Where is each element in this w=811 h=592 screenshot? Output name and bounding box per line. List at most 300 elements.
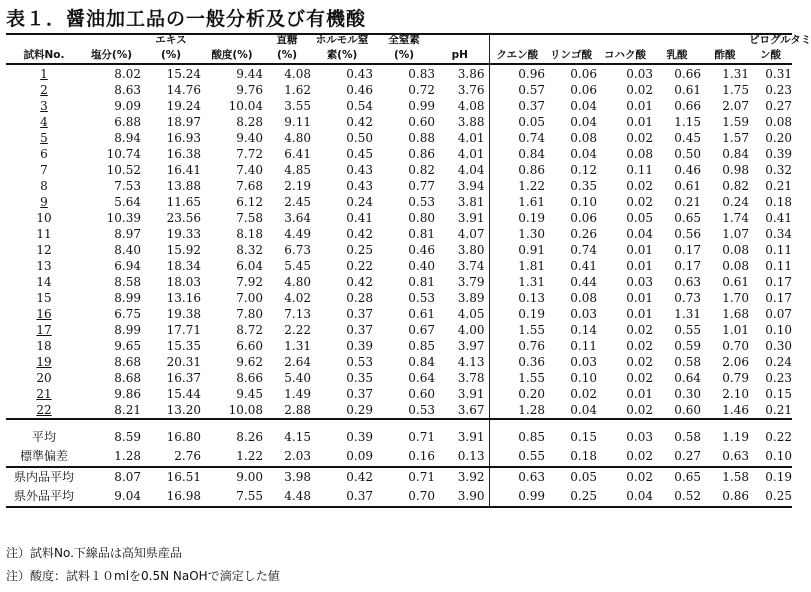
value-cell: 9.45 xyxy=(236,387,263,401)
value-cell: 4.08 xyxy=(284,67,311,81)
value-cell: 0.58 xyxy=(674,430,701,444)
value-cell: 9.65 xyxy=(114,339,141,353)
value-cell: 1.62 xyxy=(284,83,311,97)
value-cell: 1.68 xyxy=(722,307,749,321)
value-cell: 0.83 xyxy=(408,67,435,81)
value-cell: 0.30 xyxy=(765,339,792,353)
value-cell: 8.07 xyxy=(82,467,141,487)
header-salt: 塩分(%) xyxy=(82,47,141,64)
value-cell: 7.68 xyxy=(236,179,263,193)
value-cell: 0.66 xyxy=(674,99,701,113)
value-cell: 8.40 xyxy=(114,243,141,257)
sample-number xyxy=(6,338,82,354)
value-cell: 5.45 xyxy=(284,259,311,273)
value-cell: 0.24 xyxy=(346,195,373,209)
value-cell: 6.12 xyxy=(236,195,263,209)
value-cell: 2.10 xyxy=(722,387,749,401)
sample-number-text: 7 xyxy=(40,163,48,177)
value-cell: 0.17 xyxy=(674,243,701,257)
value-cell: 1.01 xyxy=(722,323,749,337)
value-cell: 1.30 xyxy=(518,227,545,241)
sample-number xyxy=(6,306,82,322)
value-cell: 0.02 xyxy=(626,83,653,97)
sample-number xyxy=(6,114,82,130)
value-cell: 9.09 xyxy=(114,99,141,113)
value-cell: 0.63 xyxy=(674,275,701,289)
value-cell: 0.63 xyxy=(701,447,749,467)
value-cell: 4.08 xyxy=(435,98,489,114)
table-row xyxy=(6,322,792,338)
value-cell: 0.02 xyxy=(626,179,653,193)
value-cell: 0.01 xyxy=(626,243,653,257)
value-cell: 7.53 xyxy=(114,179,141,193)
summary-label: 標準偏差 xyxy=(6,447,82,467)
value-cell: 8.99 xyxy=(114,323,141,337)
value-cell: 3.94 xyxy=(435,178,489,194)
value-cell: 16.38 xyxy=(166,147,201,161)
value-cell: 4.85 xyxy=(284,163,311,177)
value-cell: 4.80 xyxy=(284,131,311,145)
value-cell: 15.44 xyxy=(166,387,201,401)
value-cell: 8.32 xyxy=(236,243,263,257)
value-cell: 6.88 xyxy=(114,115,141,129)
value-cell: 0.52 xyxy=(653,487,701,507)
sample-number-text: 12 xyxy=(36,243,52,257)
value-cell: 0.08 xyxy=(626,147,653,161)
value-cell: 0.01 xyxy=(626,307,653,321)
table-row xyxy=(6,242,792,258)
value-cell: 0.35 xyxy=(346,371,373,385)
value-cell: 0.42 xyxy=(346,115,373,129)
value-cell: 3.81 xyxy=(435,194,489,210)
value-cell: 4.07 xyxy=(435,226,489,242)
value-cell: 0.53 xyxy=(346,355,373,369)
value-cell: 16.80 xyxy=(166,430,201,444)
sample-number xyxy=(6,146,82,162)
value-cell: 0.19 xyxy=(518,211,545,225)
value-cell: 0.41 xyxy=(346,211,373,225)
value-cell: 0.24 xyxy=(722,195,749,209)
table-row xyxy=(6,82,792,98)
value-cell: 8.99 xyxy=(114,291,141,305)
value-cell: 9.76 xyxy=(236,83,263,97)
value-cell: 0.27 xyxy=(765,99,792,113)
group-average-row xyxy=(6,487,792,507)
value-cell: 0.03 xyxy=(570,307,597,321)
value-cell: 0.86 xyxy=(701,487,749,507)
sample-number-text: 19 xyxy=(36,355,52,369)
value-cell: 3.91 xyxy=(435,386,489,402)
value-cell: 15.35 xyxy=(166,339,201,353)
value-cell: 1.55 xyxy=(518,323,545,337)
value-cell: 0.70 xyxy=(373,487,435,507)
value-cell: 1.75 xyxy=(722,83,749,97)
value-cell: 0.02 xyxy=(597,467,653,487)
header-acetic: 酢酸 xyxy=(701,47,749,64)
value-cell: 0.26 xyxy=(570,227,597,241)
value-cell: 7.55 xyxy=(201,487,263,507)
value-cell: 0.64 xyxy=(408,371,435,385)
value-cell: 1.19 xyxy=(722,430,749,444)
value-cell: 2.88 xyxy=(263,402,311,419)
value-cell: 8.63 xyxy=(114,83,141,97)
value-cell: 0.65 xyxy=(653,467,701,487)
sample-number xyxy=(6,290,82,306)
value-cell: 1.31 xyxy=(518,275,545,289)
value-cell: 0.88 xyxy=(408,131,435,145)
value-cell: 0.15 xyxy=(765,387,792,401)
value-cell: 0.91 xyxy=(518,243,545,257)
value-cell: 3.88 xyxy=(435,114,489,130)
value-cell: 0.42 xyxy=(346,275,373,289)
value-cell: 0.17 xyxy=(765,275,792,289)
value-cell: 7.80 xyxy=(236,307,263,321)
value-cell: 7.00 xyxy=(236,291,263,305)
value-cell: 23.56 xyxy=(166,211,201,225)
value-cell: 0.03 xyxy=(570,355,597,369)
table-row xyxy=(6,194,792,210)
value-cell: 0.05 xyxy=(626,211,653,225)
value-cell: 0.29 xyxy=(311,402,373,419)
value-cell: 3.76 xyxy=(435,82,489,98)
value-cell: 2.45 xyxy=(284,195,311,209)
value-cell: 8.59 xyxy=(114,430,141,444)
value-cell: 0.77 xyxy=(408,179,435,193)
sample-number-text: 22 xyxy=(36,403,52,417)
header-pyroglutamic: ピログルタミ xyxy=(749,34,811,46)
value-cell: 0.22 xyxy=(765,430,792,444)
table-row xyxy=(6,370,792,386)
value-cell: 1.28 xyxy=(82,447,141,467)
table-row xyxy=(6,386,792,402)
sample-number-text: 13 xyxy=(36,259,52,273)
value-cell: 4.15 xyxy=(284,430,311,444)
value-cell: 0.10 xyxy=(749,447,792,467)
value-cell: 0.37 xyxy=(346,323,373,337)
value-cell: 0.32 xyxy=(765,163,792,177)
value-cell: 3.80 xyxy=(435,242,489,258)
header-sample: 試料No. xyxy=(6,47,82,64)
value-cell: 0.12 xyxy=(570,163,597,177)
note-acidity: 注）酸度：試料１０mlを0.5N NaOHで滴定した値 xyxy=(6,569,280,583)
header-pyroglutamic-2: ン酸 xyxy=(749,47,792,64)
value-cell: 0.23 xyxy=(765,83,792,97)
value-cell: 1.49 xyxy=(284,387,311,401)
value-cell: 7.58 xyxy=(236,211,263,225)
value-cell: 8.94 xyxy=(114,131,141,145)
value-cell: 0.55 xyxy=(674,323,701,337)
value-cell: 0.81 xyxy=(408,227,435,241)
value-cell: 5.40 xyxy=(284,371,311,385)
value-cell: 8.02 xyxy=(114,67,141,81)
value-cell: 0.31 xyxy=(765,67,792,81)
value-cell: 1.31 xyxy=(722,67,749,81)
value-cell: 0.44 xyxy=(570,275,597,289)
header-ph: pH xyxy=(435,47,489,64)
table-title: 表１．醤油加工品の一般分析及び有機酸 xyxy=(6,8,367,30)
value-cell: 0.08 xyxy=(570,131,597,145)
value-cell: 10.74 xyxy=(106,147,141,161)
value-cell: 0.60 xyxy=(653,402,701,419)
value-cell: 0.11 xyxy=(765,243,792,257)
value-cell: 0.41 xyxy=(570,259,597,273)
value-cell: 0.86 xyxy=(408,147,435,161)
value-cell: 0.02 xyxy=(626,339,653,353)
value-cell: 3.98 xyxy=(263,467,311,487)
value-cell: 1.15 xyxy=(674,115,701,129)
value-cell: 0.02 xyxy=(626,131,653,145)
value-cell: 0.08 xyxy=(570,291,597,305)
value-cell: 0.22 xyxy=(346,259,373,273)
value-cell: 0.05 xyxy=(545,467,597,487)
value-cell: 9.04 xyxy=(82,487,141,507)
value-cell: 19.33 xyxy=(166,227,201,241)
value-cell: 1.74 xyxy=(722,211,749,225)
value-cell: 2.07 xyxy=(722,99,749,113)
sample-number-text: 4 xyxy=(40,115,48,129)
value-cell: 9.44 xyxy=(236,67,263,81)
sample-number-text: 15 xyxy=(36,291,52,305)
value-cell: 2.03 xyxy=(263,447,311,467)
table-row xyxy=(6,290,792,306)
table-row xyxy=(6,306,792,322)
value-cell: 0.41 xyxy=(765,211,792,225)
value-cell: 17.71 xyxy=(166,323,201,337)
value-cell: 0.02 xyxy=(570,387,597,401)
value-cell: 2.76 xyxy=(141,447,201,467)
value-cell: 8.66 xyxy=(236,371,263,385)
value-cell: 4.01 xyxy=(435,146,489,162)
value-cell: 0.46 xyxy=(408,243,435,257)
value-cell: 4.80 xyxy=(284,275,311,289)
value-cell: 0.42 xyxy=(346,227,373,241)
value-cell: 8.97 xyxy=(114,227,141,241)
value-cell: 16.93 xyxy=(166,131,201,145)
value-cell: 0.28 xyxy=(346,291,373,305)
value-cell: 0.60 xyxy=(408,115,435,129)
value-cell: 0.10 xyxy=(765,323,792,337)
value-cell: 6.75 xyxy=(114,307,141,321)
sample-number xyxy=(6,130,82,146)
sample-number xyxy=(6,242,82,258)
group-label: 県内品平均 xyxy=(6,467,82,487)
value-cell: 0.01 xyxy=(626,387,653,401)
header-citric: クエン酸 xyxy=(489,47,545,64)
value-cell: 0.19 xyxy=(518,307,545,321)
value-cell: 7.72 xyxy=(236,147,263,161)
sample-number-text: 1 xyxy=(40,67,48,81)
spacer-row xyxy=(6,419,792,428)
sample-number xyxy=(6,210,82,226)
value-cell: 2.19 xyxy=(284,179,311,193)
value-cell: 0.79 xyxy=(722,371,749,385)
value-cell: 20.31 xyxy=(166,355,201,369)
value-cell: 10.52 xyxy=(106,163,141,177)
value-cell: 3.64 xyxy=(284,211,311,225)
value-cell: 0.55 xyxy=(489,447,545,467)
summary-row xyxy=(6,447,792,467)
value-cell: 8.58 xyxy=(114,275,141,289)
value-cell: 8.68 xyxy=(114,355,141,369)
value-cell: 1.31 xyxy=(674,307,701,321)
value-cell: 0.25 xyxy=(545,487,597,507)
sample-number-text: 2 xyxy=(40,83,48,97)
value-cell: 0.04 xyxy=(570,115,597,129)
analysis-table xyxy=(6,33,811,508)
value-cell: 0.85 xyxy=(408,339,435,353)
value-cell: 0.21 xyxy=(749,402,792,419)
value-cell: 0.37 xyxy=(346,387,373,401)
sample-number xyxy=(6,226,82,242)
value-cell: 0.56 xyxy=(674,227,701,241)
value-cell: 0.07 xyxy=(765,307,792,321)
value-cell: 7.92 xyxy=(236,275,263,289)
value-cell: 0.04 xyxy=(570,99,597,113)
value-cell: 0.43 xyxy=(346,179,373,193)
value-cell: 0.82 xyxy=(722,179,749,193)
value-cell: 0.13 xyxy=(518,291,545,305)
sample-number-text: 9 xyxy=(40,195,48,209)
sample-number xyxy=(6,162,82,178)
value-cell: 8.68 xyxy=(114,371,141,385)
value-cell: 0.63 xyxy=(489,467,545,487)
value-cell: 3.91 xyxy=(435,210,489,226)
table-row xyxy=(6,130,792,146)
value-cell: 0.60 xyxy=(408,387,435,401)
value-cell: 0.17 xyxy=(674,259,701,273)
value-cell: 8.26 xyxy=(236,430,263,444)
value-cell: 0.11 xyxy=(570,339,597,353)
value-cell: 0.34 xyxy=(765,227,792,241)
value-cell: 16.51 xyxy=(141,467,201,487)
sample-number-text: 17 xyxy=(36,323,52,337)
sample-number xyxy=(6,354,82,370)
header-reducing-sugar: 直糖 xyxy=(276,34,298,46)
value-cell: 0.85 xyxy=(518,430,545,444)
value-cell: 6.04 xyxy=(236,259,263,273)
sample-number-text: 10 xyxy=(36,211,52,225)
value-cell: 0.25 xyxy=(749,487,792,507)
table-row xyxy=(6,64,792,82)
value-cell: 0.15 xyxy=(570,430,597,444)
value-cell: 0.50 xyxy=(674,147,701,161)
value-cell: 0.59 xyxy=(674,339,701,353)
value-cell: 0.03 xyxy=(626,275,653,289)
sample-number xyxy=(6,386,82,402)
value-cell: 0.84 xyxy=(518,147,545,161)
header-formol-n: ホルモル窒 xyxy=(315,34,369,46)
value-cell: 4.05 xyxy=(435,306,489,322)
sample-number xyxy=(6,64,82,82)
value-cell: 0.13 xyxy=(435,447,489,467)
value-cell: 0.04 xyxy=(570,147,597,161)
value-cell: 2.06 xyxy=(722,355,749,369)
sample-number-text: 18 xyxy=(36,339,52,353)
value-cell: 0.03 xyxy=(626,430,653,444)
header-extract-pct: (%) xyxy=(141,47,201,64)
value-cell: 16.41 xyxy=(166,163,201,177)
value-cell: 0.21 xyxy=(674,195,701,209)
sample-number xyxy=(6,178,82,194)
value-cell: 0.02 xyxy=(597,402,653,419)
value-cell: 0.18 xyxy=(545,447,597,467)
value-cell: 0.61 xyxy=(722,275,749,289)
value-cell: 0.82 xyxy=(408,163,435,177)
value-cell: 1.61 xyxy=(518,195,545,209)
value-cell: 10.08 xyxy=(201,402,263,419)
value-cell: 0.70 xyxy=(722,339,749,353)
value-cell: 14.76 xyxy=(166,83,201,97)
value-cell: 0.71 xyxy=(373,467,435,487)
value-cell: 0.02 xyxy=(626,371,653,385)
value-cell: 3.89 xyxy=(435,290,489,306)
value-cell: 0.46 xyxy=(674,163,701,177)
value-cell: 0.06 xyxy=(570,83,597,97)
sample-number-text: 16 xyxy=(36,307,52,321)
top-rule xyxy=(6,33,792,35)
sample-number-text: 14 xyxy=(36,275,52,289)
value-cell: 0.37 xyxy=(311,487,373,507)
value-cell: 1.81 xyxy=(518,259,545,273)
value-cell: 0.39 xyxy=(765,147,792,161)
value-cell: 9.62 xyxy=(236,355,263,369)
value-cell: 3.91 xyxy=(435,428,489,447)
table-row xyxy=(6,162,792,178)
value-cell: 0.98 xyxy=(722,163,749,177)
value-cell: 19.24 xyxy=(166,99,201,113)
group-average-row xyxy=(6,467,792,487)
value-cell: 0.84 xyxy=(408,355,435,369)
value-cell: 10.39 xyxy=(106,211,141,225)
value-cell: 3.86 xyxy=(435,64,489,82)
value-cell: 16.98 xyxy=(141,487,201,507)
value-cell: 6.94 xyxy=(114,259,141,273)
sample-number xyxy=(6,322,82,338)
value-cell: 10.04 xyxy=(228,99,263,113)
value-cell: 0.80 xyxy=(408,211,435,225)
value-cell: 9.86 xyxy=(114,387,141,401)
value-cell: 0.11 xyxy=(626,163,653,177)
value-cell: 15.92 xyxy=(166,243,201,257)
value-cell: 0.81 xyxy=(408,275,435,289)
value-cell: 0.66 xyxy=(674,67,701,81)
value-cell: 0.01 xyxy=(626,99,653,113)
value-cell: 0.37 xyxy=(518,99,545,113)
sample-number xyxy=(6,258,82,274)
header-total-n: 全窒素 xyxy=(388,34,420,46)
table-row xyxy=(6,98,792,114)
value-cell: 0.11 xyxy=(765,259,792,273)
value-cell: 8.72 xyxy=(236,323,263,337)
value-cell: 19.38 xyxy=(166,307,201,321)
value-cell: 16.37 xyxy=(166,371,201,385)
sample-number-text: 6 xyxy=(40,147,48,161)
sample-number xyxy=(6,82,82,98)
table-row xyxy=(6,178,792,194)
value-cell: 0.02 xyxy=(597,447,653,467)
note-underline: 注）試料No.下線品は高知県産品 xyxy=(6,546,182,560)
value-cell: 0.20 xyxy=(765,131,792,145)
value-cell: 6.60 xyxy=(236,339,263,353)
value-cell: 18.34 xyxy=(166,259,201,273)
value-cell: 0.04 xyxy=(597,487,653,507)
value-cell: 0.37 xyxy=(346,307,373,321)
value-cell: 0.50 xyxy=(346,131,373,145)
value-cell: 0.57 xyxy=(518,83,545,97)
header-lactic: 乳酸 xyxy=(653,47,701,64)
sample-number xyxy=(6,402,82,419)
value-cell: 0.76 xyxy=(518,339,545,353)
